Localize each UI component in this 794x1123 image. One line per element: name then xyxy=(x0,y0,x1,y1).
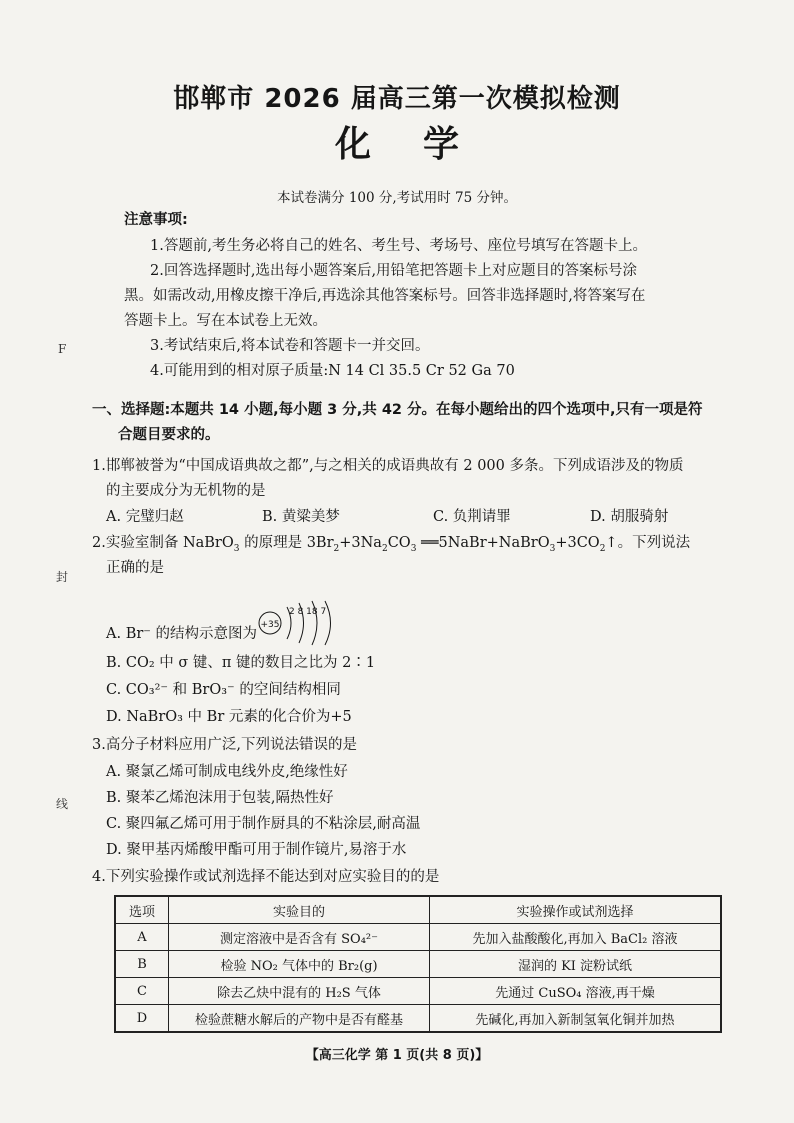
section-heading-line-2: 合题目要求的。 xyxy=(118,427,220,443)
q2-stem-end: ↑。下列说法 xyxy=(605,535,691,551)
table-row xyxy=(115,924,721,951)
note-2-line-1: 2.回答选择题时,选出每小题答案后,用铅笔把答题卡上对应题目的答案标号涂 xyxy=(150,263,638,279)
binding-mark-1: F xyxy=(58,342,67,356)
atom-nucleus-label: +35 xyxy=(260,620,280,630)
q2-stem-part-1: 2.实验室制备 NaBrO xyxy=(92,535,234,551)
q2-stem-part-4: CO xyxy=(387,535,411,551)
q1-stem-line-1: 1.邯郸被誉为“中国成语典故之都”,与之相关的成语典故有 2 000 多条。下列成语涉及的物质 xyxy=(92,458,684,474)
table-cell-purpose: 检验蔗糖水解后的产物中是否有醛基 xyxy=(169,1005,430,1033)
notes-heading: 注意事项: xyxy=(124,212,188,228)
page-footer: 【高三化学 第 1 页(共 8 页)】 xyxy=(305,1048,489,1063)
q2-option-c: C. CO₃²⁻ 和 BrO₃⁻ 的空间结构相同 xyxy=(106,682,341,698)
table-row xyxy=(115,978,721,1005)
table-cell-option: B xyxy=(115,951,169,978)
q1-option-b: B. 黄粱美梦 xyxy=(262,509,340,525)
table-cell-operation: 湿润的 KI 淀粉试纸 xyxy=(430,951,722,978)
table-cell-operation: 先碱化,再加入新制氢氧化铜并加热 xyxy=(430,1005,722,1033)
table-row xyxy=(115,1005,721,1033)
note-2-line-2: 黑。如需改动,用橡皮擦干净后,再选涂其他答案标号。回答非选择题时,将答案写在 xyxy=(124,288,646,304)
table-cell-operation: 先通过 CuSO₄ 溶液,再干燥 xyxy=(430,978,722,1005)
bromide-atomic-structure-diagram xyxy=(256,599,346,647)
table-header-operation: 实验操作或试剂选择 xyxy=(430,896,722,924)
q1-option-a: A. 完璧归赵 xyxy=(106,509,184,525)
note-3: 3.考试结束后,将本试卷和答题卡一并交回。 xyxy=(150,338,430,354)
q3-stem: 3.高分子材料应用广泛,下列说法错误的是 xyxy=(92,737,357,753)
table-header-purpose: 实验目的 xyxy=(169,896,430,924)
q2-stem-equation: ══5NaBr+NaBrO xyxy=(416,535,550,551)
q1-option-c: C. 负荆请罪 xyxy=(433,509,511,525)
table-cell-option: C xyxy=(115,978,169,1005)
q4-stem: 4.下列实验操作或试剂选择不能达到对应实验目的的是 xyxy=(92,869,440,885)
q1-option-d: D. 胡服骑射 xyxy=(590,509,669,525)
table-header-option: 选项 xyxy=(115,896,169,924)
exam-info: 本试卷满分 100 分,考试用时 75 分钟。 xyxy=(277,190,517,206)
q3-option-b: B. 聚苯乙烯泡沫用于包装,隔热性好 xyxy=(106,790,334,806)
section-heading-line-1: 一、选择题:本题共 14 小题,每小题 3 分,共 42 分。在每小题给出的四个选项中,只有一项是符 xyxy=(92,402,703,418)
q3-option-a: A. 聚氯乙烯可制成电线外皮,绝缘性好 xyxy=(106,764,348,780)
q2-option-b: B. CO₂ 中 σ 键、π 键的数目之比为 2∶1 xyxy=(106,655,376,671)
table-cell-purpose: 检验 NO₂ 气体中的 Br₂(g) xyxy=(169,951,430,978)
q2-stem-line-1: 2.实验室制备 NaBrO$_3$ 的原理是 $3Br_2+3Na_2CO_3$ $══5NaBr+NaBrO_3+3CO_2↑$。下列说法 xyxy=(92,535,691,554)
note-2-line-3: 答题卡上。写在本试卷上无效。 xyxy=(124,313,327,329)
note-1: 1.答题前,考生务必将自己的姓名、考生号、考场号、座位号填写在答题卡上。 xyxy=(150,238,647,254)
q3-option-d: D. 聚甲基丙烯酸甲酯可用于制作镜片,易溶于水 xyxy=(106,842,407,858)
table-row xyxy=(115,951,721,978)
subject-title: 化学 xyxy=(334,124,511,165)
atom-shell-labels: 2 8 18 7 xyxy=(289,607,327,617)
table-cell-operation: 先加入盐酸酸化,再加入 BaCl₂ 溶液 xyxy=(430,924,722,951)
table-cell-purpose: 除去乙炔中混有的 H₂S 气体 xyxy=(169,978,430,1005)
q1-stem-line-2: 的主要成分为无机物的是 xyxy=(106,483,266,499)
q2-option-d: D. NaBrO₃ 中 Br 元素的化合价为+5 xyxy=(106,709,352,725)
experiment-table xyxy=(114,895,722,1033)
q3-option-c: C. 聚四氟乙烯可用于制作厨具的不粘涂层,耐高温 xyxy=(106,816,421,832)
q2-stem-part-5: +3CO xyxy=(555,535,600,551)
exam-title: 邯郸市 2026 届高三第一次模拟检测 xyxy=(173,84,621,114)
table-cell-option: A xyxy=(115,924,169,951)
binding-mark-3: 线 xyxy=(56,797,69,811)
note-4: 4.可能用到的相对原子质量:N 14 Cl 35.5 Cr 52 Ga 70 xyxy=(150,363,515,379)
q2-stem-line-2: 正确的是 xyxy=(106,560,164,576)
q2-stem-part-2: 的原理是 3Br xyxy=(239,535,334,551)
table-cell-option: D xyxy=(115,1005,169,1033)
q2-option-a: A. Br⁻ 的结构示意图为 xyxy=(106,626,258,642)
binding-mark-2: 封 xyxy=(56,570,69,584)
table-cell-purpose: 测定溶液中是否含有 SO₄²⁻ xyxy=(169,924,430,951)
q2-stem-part-3: +3Na xyxy=(339,535,382,551)
table-header-row xyxy=(115,896,721,924)
